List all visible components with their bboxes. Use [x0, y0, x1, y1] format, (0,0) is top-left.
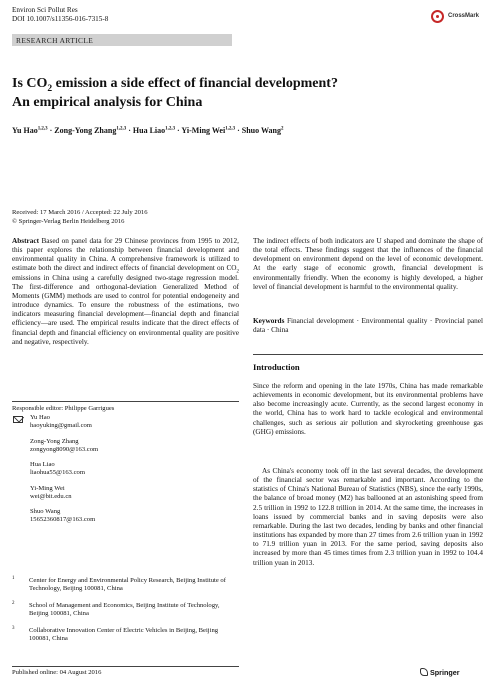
affiliation-number: 3 [12, 626, 15, 631]
paper-title [12, 74, 482, 112]
mail-icon [13, 416, 23, 423]
affiliation-text: School of Management and Economics, Beijing Institute of Technology, Beijing 100081, China [29, 602, 220, 618]
author[interactable]: Yi-Ming Wei$^{1,2,3}$ [181, 126, 236, 135]
contact-name: Yi-Ming Wei [30, 484, 65, 492]
contact-email[interactable]: wei@bit.edu.cn [30, 492, 72, 500]
contact-email[interactable]: 15652360817@163.com [30, 516, 96, 524]
title-line-1: Is $CO_2$ emission a side effect of financial development? [12, 76, 338, 94]
responsible-editor: Responsible editor: Philippe Garrigues [12, 405, 115, 412]
author[interactable]: Zong-Yong Zhang$^{1,2,3}$ [54, 126, 127, 135]
divider [253, 354, 483, 355]
contact-name: Zong-Yong Zhang [30, 437, 79, 445]
copyright: © Springer-Verlag Berlin Heidelberg 2016 [12, 217, 125, 225]
intro-paragraph-2: As China's economy took off in the last several decades, the development of the financial sector was remarkable and important. According to the statistics of China's National Bureau of Statistics (NBS), since the early 1990s, the balance of broad money (M2) has ballooned at an astonishing speed from 2.5 trillion in 1992 to 122.8 trillion in 2014. At the same time, the increases in loans issued by commercial banks and in saving deposits were also remarkable. During the last two decades, lending by banks and other financial institutions has expanded by more than 27 times from 2.6 trillion yuan in 1992 to 71.9 trillion yuan in 2013. For the same period, saving deposits also increased by more than 45 times times from 2.3 trillion yuan in 1992 to 104.4 trillion yuan in 2013. [253, 467, 483, 567]
contact-item [30, 414, 230, 431]
affiliation [12, 577, 239, 594]
contact-item [30, 485, 230, 502]
contact-item [30, 461, 230, 478]
contact-email[interactable]: liaohua55@163.com [30, 469, 85, 477]
abstract-label: Abstract [12, 237, 39, 245]
crossmark-badge[interactable] [431, 10, 483, 24]
dates-block [12, 209, 148, 227]
contact-item [30, 508, 230, 525]
contact-list [30, 414, 230, 532]
author[interactable]: Shuo Wang$^2$ [241, 126, 284, 135]
published-online: Published online: 04 August 2016 [12, 669, 102, 676]
article-type: RESEARCH ARTICLE [16, 36, 94, 45]
affiliation [12, 602, 239, 619]
keywords-text: Financial development · Environmental quality · Provincial panel data · China [253, 317, 483, 335]
contact-name: Shuo Wang [30, 508, 61, 515]
journal-name: Environ Sci Pollut Res [12, 6, 78, 14]
springer-horse-icon [420, 668, 428, 676]
crossmark-icon [431, 10, 444, 23]
keywords [253, 317, 483, 335]
author[interactable]: Yu Hao$^{1,2,3}$ [12, 126, 48, 135]
crossmark-label: CrossMark [448, 13, 480, 19]
keywords-label: Keywords [253, 317, 285, 325]
contact-email[interactable]: zongyong8090@163.com [30, 445, 99, 453]
affiliation-number: 2 [12, 601, 15, 606]
springer-logo: Springer [420, 668, 460, 677]
footer-divider [12, 666, 239, 667]
affiliation-text: Center for Energy and Environmental Policy Research, Beijing Institute of Technology, Beijing 100081, China [29, 577, 226, 593]
title-line-2: An empirical analysis for China [12, 95, 203, 110]
author-list: Yu Hao$^{1,2,3}$ · Zong-Yong Zhang$^{1,2,3}$ · Hua Liao$^{1,2,3}$ · Yi-Ming Wei$^{1,2,3}$ · Shuo Wang$^2$ [12, 126, 284, 135]
affiliation [12, 627, 239, 644]
affiliation-number: 1 [12, 576, 15, 581]
intro-paragraph-1: Since the reform and opening in the late 1970s, China has made remarkable achievements in economic development, but its environmental problems have also become increasingly acute. Currently, as the second largest economy in the world, China has to work hard to tackle ecological and environmental challenges, such as serious air pollution and skyrocketing greenhouse gas (GHG) emissions. [253, 382, 483, 436]
received-accepted: Received: 17 March 2016 / Accepted: 22 July 2016 [12, 209, 148, 216]
journal-header [12, 6, 108, 23]
contact-name: Hua Liao [30, 461, 55, 468]
footnote-divider [12, 401, 239, 402]
contact-email[interactable]: haoyuking@gmail.com [30, 422, 92, 430]
author[interactable]: Hua Liao$^{1,2,3}$ [132, 126, 176, 135]
affiliation-text: Collaborative Innovation Center of Electric Vehicles in Beijing, Beijing 100081, China [29, 627, 219, 643]
abstract-continuation: The indirect effects of both indicators are U shaped and dominate the shape of the total effects. These findings suggest that the influences of the financial development on environment depend on the level of economic development. At the early stage of economic growth, financial development is environmentally friendly. When the economy is highly developed, a higher level of financial development is harmful to the environmental quality. [253, 237, 483, 291]
doi[interactable]: DOI 10.1007/s11356-016-7315-8 [12, 14, 109, 23]
contact-item [30, 438, 230, 455]
abstract: Abstract Based on panel data for 29 Chinese provinces from 1995 to 2012, this paper explores the relationship between financial development and environmental quality in China. A comprehensive framework is utilized to estimate both the direct and indirect effects of financial development on $CO_2$ emissions in China using a carefully designed two-stage regression model. The first-difference and orthogonal-deviation Generalized Method of Moments (GMM) methods are used to control for potential endogeneity and introduce dynamics. To ensure the robustness of the estimations, two indicators measuring financial development—financial depth and financial efficiency—are used. The empirical results indicate that the direct effects of financial depth and financial efficiency on environmental quality are positive and negative, respectively. [12, 237, 239, 346]
section-heading: Introduction [253, 362, 300, 372]
contact-name: Yu Hao [30, 414, 50, 421]
